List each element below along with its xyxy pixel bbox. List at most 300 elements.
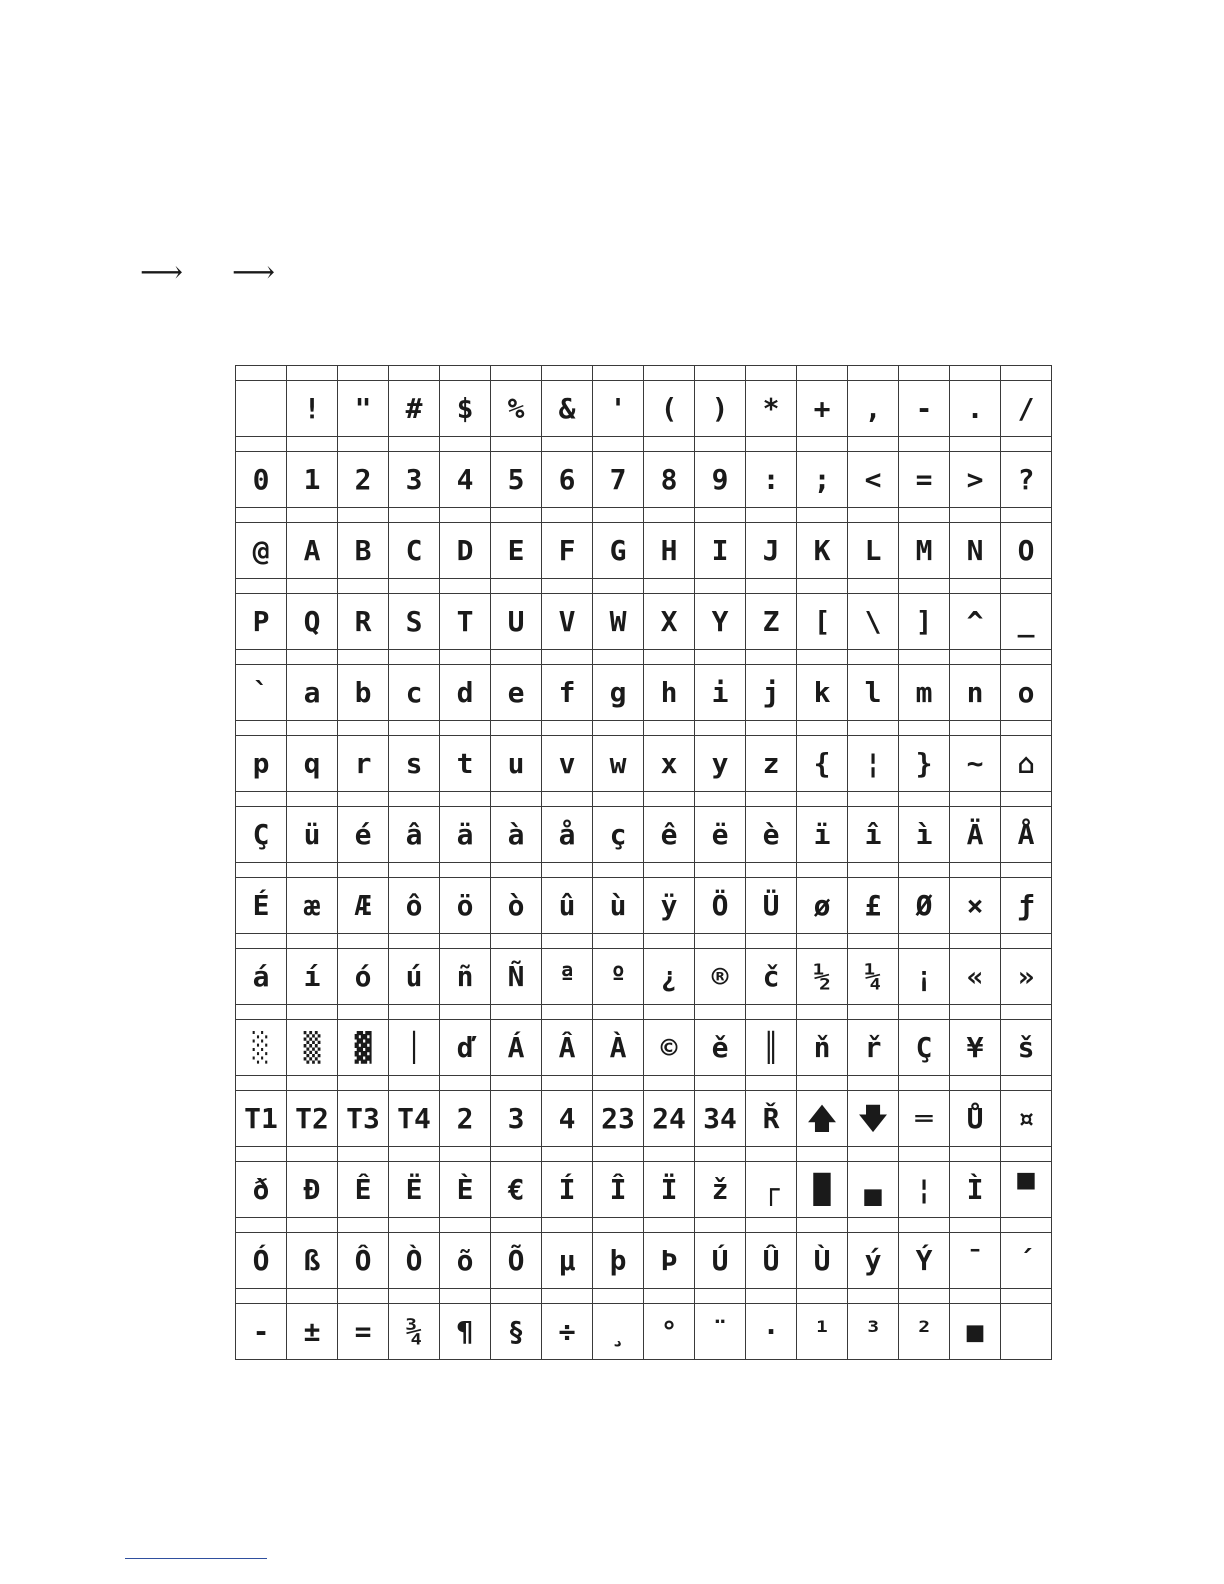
glyph-cell: © [644,1020,695,1076]
code-cell [287,508,338,523]
code-cell [899,1076,950,1091]
code-cell [1001,650,1052,665]
glyph-cell: Ô [338,1233,389,1289]
glyph-cell: n [950,665,1001,721]
glyph-cell: Ù [797,1233,848,1289]
glyph-cell: ÿ [644,878,695,934]
code-cell [848,934,899,949]
glyph-cell: ° [644,1304,695,1360]
character-set-table [235,365,1052,1360]
code-cell [491,1076,542,1091]
code-cell [950,1147,1001,1162]
code-cell [848,1005,899,1020]
glyph-cell: k [797,665,848,721]
code-cell [440,366,491,381]
code-cell [746,650,797,665]
glyph-cell: ÷ [542,1304,593,1360]
code-cell [950,650,1001,665]
glyph-cell: ® [695,949,746,1005]
code-cell [593,508,644,523]
glyph-cell: Õ [491,1233,542,1289]
code-cell [695,1289,746,1304]
code-cell [695,1218,746,1233]
arrow-icon: ⟶ [232,255,276,290]
glyph-cell: î [848,807,899,863]
glyph-cell: w [593,736,644,792]
code-cell [950,366,1001,381]
code-cell [593,650,644,665]
code-cell [1001,1076,1052,1091]
code-cell [389,1005,440,1020]
code-cell [389,1076,440,1091]
glyph-cell: ¾ [389,1304,440,1360]
code-cell [695,650,746,665]
code-cell [491,1289,542,1304]
code-cell [440,792,491,807]
code-cell [440,579,491,594]
code-cell [440,1289,491,1304]
glyph-cell: « [950,949,1001,1005]
code-cell [1001,934,1052,949]
code-cell [338,579,389,594]
code-cell [695,579,746,594]
glyph-cell: ç [593,807,644,863]
glyph-cell: ï [797,807,848,863]
code-cell [236,508,287,523]
arrow-icon: ⟶ [140,255,184,290]
code-cell [899,579,950,594]
glyph-cell: ▒ [287,1020,338,1076]
glyph-cell: # [389,381,440,437]
code-cell [848,792,899,807]
glyph-cell: Î [593,1162,644,1218]
glyph-cell: T4 [389,1091,440,1147]
glyph-cell: d [440,665,491,721]
glyph-cell: Ì [950,1162,1001,1218]
code-cell [338,934,389,949]
code-cell [287,366,338,381]
glyph-cell: v [542,736,593,792]
glyph-cell: ú [389,949,440,1005]
glyph-cell: T3 [338,1091,389,1147]
code-cell [1001,1005,1052,1020]
code-cell [695,366,746,381]
code-cell [950,437,1001,452]
code-cell [236,366,287,381]
code-cell [1001,792,1052,807]
glyph-cell: Ú [695,1233,746,1289]
code-cell [644,1147,695,1162]
code-cell [644,508,695,523]
glyph-cell: █ [797,1162,848,1218]
glyph-cell: Ó [236,1233,287,1289]
glyph-cell: Ů [950,1091,1001,1147]
code-cell [236,934,287,949]
code-cell [950,721,1001,736]
code-cell [950,1289,1001,1304]
glyph-cell: ═ [899,1091,950,1147]
glyph-cell: þ [593,1233,644,1289]
glyph-cell: À [593,1020,644,1076]
glyph-cell: ¡ [899,949,950,1005]
glyph-cell: D [440,523,491,579]
glyph-cell: Q [287,594,338,650]
code-cell [542,792,593,807]
code-cell [797,721,848,736]
code-cell [593,1005,644,1020]
glyph-cell: U [491,594,542,650]
glyph-cell: ` [236,665,287,721]
glyph-cell: Ç [899,1020,950,1076]
code-cell [593,366,644,381]
code-cell [593,1218,644,1233]
code-cell [287,934,338,949]
glyph-cell: I [695,523,746,579]
code-cell [389,934,440,949]
glyph-cell: Ç [236,807,287,863]
glyph-cell: R [338,594,389,650]
glyph-cell: 🡇 [848,1091,899,1147]
glyph-cell: m [899,665,950,721]
code-cell [797,437,848,452]
code-cell [542,366,593,381]
code-cell [797,366,848,381]
glyph-row [236,1091,1052,1147]
glyph-cell: ¼ [848,949,899,1005]
glyph-cell: ¶ [440,1304,491,1360]
code-cell [797,650,848,665]
glyph-cell: ß [287,1233,338,1289]
glyph-cell: ! [287,381,338,437]
glyph-cell: ƒ [1001,878,1052,934]
code-cell [1001,721,1052,736]
glyph-cell: 3 [389,452,440,508]
code-cell [644,366,695,381]
code-cell [746,366,797,381]
glyph-cell: \ [848,594,899,650]
glyph-cell: ñ [440,949,491,1005]
code-cell [746,863,797,878]
code-cell [491,437,542,452]
glyph-cell: ║ [746,1020,797,1076]
code-cell [338,1076,389,1091]
glyph-cell: │ [389,1020,440,1076]
glyph-cell: . [950,381,1001,437]
glyph-cell: 2 [338,452,389,508]
code-cell [1001,1218,1052,1233]
glyph-cell: i [695,665,746,721]
code-cell [848,437,899,452]
glyph-cell: p [236,736,287,792]
code-cell [491,366,542,381]
glyph-cell: A [287,523,338,579]
glyph-row [236,949,1052,1005]
glyph-cell: r [338,736,389,792]
code-cell [287,437,338,452]
glyph-cell: C [389,523,440,579]
glyph-cell: ( [644,381,695,437]
glyph-cell: â [389,807,440,863]
glyph-cell: Y [695,594,746,650]
code-cell [1001,437,1052,452]
glyph-cell: s [389,736,440,792]
code-cell [338,437,389,452]
code-cell [644,579,695,594]
glyph-cell: ~ [950,736,1001,792]
glyph-cell: ž [695,1162,746,1218]
glyph-cell: ² [899,1304,950,1360]
glyph-cell: ô [389,878,440,934]
glyph-cell: 5 [491,452,542,508]
glyph-cell: æ [287,878,338,934]
glyph-cell: O [1001,523,1052,579]
code-cell [236,579,287,594]
code-cell [644,1289,695,1304]
glyph-cell: ò [491,878,542,934]
glyph-cell: Þ [644,1233,695,1289]
glyph-cell: Ø [899,878,950,934]
glyph-cell: é [338,807,389,863]
glyph-row [236,1162,1052,1218]
code-cell [644,650,695,665]
glyph-cell: l [848,665,899,721]
glyph-cell: Ö [695,878,746,934]
code-cell [542,650,593,665]
code-cell [950,934,1001,949]
glyph-cell: y [695,736,746,792]
glyph-cell: x [644,736,695,792]
code-cell [593,1076,644,1091]
code-cell [644,1005,695,1020]
glyph-cell [236,381,287,437]
glyph-cell: 6 [542,452,593,508]
glyph-cell: / [1001,381,1052,437]
glyph-row [236,381,1052,437]
code-cell [1001,863,1052,878]
code-cell [695,1076,746,1091]
code-cell [848,366,899,381]
code-cell [797,863,848,878]
code-cell [695,721,746,736]
glyph-cell: - [236,1304,287,1360]
glyph-cell: È [440,1162,491,1218]
code-cell [440,1005,491,1020]
code-row [236,366,1052,381]
glyph-cell: z [746,736,797,792]
code-row [236,792,1052,807]
glyph-cell: [ [797,594,848,650]
glyph-cell: 3 [491,1091,542,1147]
glyph-cell: Ř [746,1091,797,1147]
glyph-cell: S [389,594,440,650]
code-cell [236,863,287,878]
glyph-cell: g [593,665,644,721]
glyph-cell: õ [440,1233,491,1289]
code-cell [797,792,848,807]
code-cell [746,792,797,807]
glyph-cell: § [491,1304,542,1360]
code-cell [236,792,287,807]
glyph-cell: j [746,665,797,721]
glyph-cell: 0 [236,452,287,508]
glyph-cell [1001,1304,1052,1360]
code-row [236,650,1052,665]
code-cell [593,579,644,594]
code-cell [440,863,491,878]
code-cell [338,650,389,665]
glyph-cell: V [542,594,593,650]
glyph-cell: ù [593,878,644,934]
glyph-row [236,736,1052,792]
glyph-cell: º [593,949,644,1005]
code-cell [389,1147,440,1162]
glyph-cell: % [491,381,542,437]
code-cell [491,579,542,594]
code-cell [236,1147,287,1162]
glyph-cell: } [899,736,950,792]
code-cell [338,792,389,807]
code-cell [542,721,593,736]
code-cell [644,1076,695,1091]
code-cell [287,650,338,665]
code-cell [491,1147,542,1162]
code-row [236,1218,1052,1233]
code-cell [797,1005,848,1020]
glyph-cell: ó [338,949,389,1005]
code-cell [338,721,389,736]
glyph-cell: + [797,381,848,437]
glyph-cell: É [236,878,287,934]
code-cell [542,437,593,452]
code-cell [593,934,644,949]
code-cell [542,1147,593,1162]
glyph-cell: ¯ [950,1233,1001,1289]
glyph-cell: ¹ [797,1304,848,1360]
code-cell [797,1218,848,1233]
code-cell [746,508,797,523]
code-cell [338,508,389,523]
code-cell [746,934,797,949]
glyph-cell: Ñ [491,949,542,1005]
glyph-cell: ë [695,807,746,863]
glyph-cell: u [491,736,542,792]
code-cell [899,934,950,949]
glyph-cell: ½ [797,949,848,1005]
glyph-cell: Ý [899,1233,950,1289]
glyph-cell: = [338,1304,389,1360]
glyph-cell: ; [797,452,848,508]
code-row [236,579,1052,594]
glyph-cell: ¿ [644,949,695,1005]
glyph-cell: è [746,807,797,863]
code-cell [338,1005,389,1020]
code-cell [542,934,593,949]
glyph-cell: 4 [440,452,491,508]
code-cell [1001,579,1052,594]
glyph-row [236,1233,1052,1289]
glyph-cell: 9 [695,452,746,508]
code-cell [287,792,338,807]
code-cell [899,792,950,807]
code-row [236,1005,1052,1020]
code-row [236,437,1052,452]
code-cell [848,579,899,594]
glyph-cell: 1 [287,452,338,508]
glyph-row [236,1020,1052,1076]
code-cell [236,1005,287,1020]
glyph-cell: { [797,736,848,792]
code-cell [440,721,491,736]
code-cell [236,1289,287,1304]
glyph-cell: e [491,665,542,721]
code-cell [899,1147,950,1162]
code-cell [1001,508,1052,523]
glyph-cell: å [542,807,593,863]
glyph-cell: " [338,381,389,437]
code-cell [746,1005,797,1020]
code-cell [797,1076,848,1091]
glyph-row [236,523,1052,579]
glyph-cell: F [542,523,593,579]
code-cell [848,508,899,523]
code-cell [950,508,1001,523]
glyph-cell: Å [1001,807,1052,863]
code-cell [338,863,389,878]
glyph-cell: f [542,665,593,721]
glyph-cell: > [950,452,1001,508]
code-cell [440,1218,491,1233]
code-cell [338,1289,389,1304]
glyph-cell: ø [797,878,848,934]
glyph-cell: ¤ [1001,1091,1052,1147]
glyph-cell: á [236,949,287,1005]
code-cell [899,721,950,736]
code-row [236,1289,1052,1304]
glyph-cell: ª [542,949,593,1005]
glyph-cell: & [542,381,593,437]
code-cell [1001,1289,1052,1304]
code-cell [950,1005,1001,1020]
code-cell [1001,366,1052,381]
code-cell [746,1218,797,1233]
glyph-cell: B [338,523,389,579]
code-cell [491,508,542,523]
code-cell [848,721,899,736]
code-cell [950,863,1001,878]
code-cell [899,863,950,878]
glyph-cell: b [338,665,389,721]
code-row [236,508,1052,523]
glyph-cell: 8 [644,452,695,508]
glyph-cell: ´ [1001,1233,1052,1289]
glyph-cell: 4 [542,1091,593,1147]
glyph-cell: L [848,523,899,579]
glyph-cell: ê [644,807,695,863]
glyph-cell: Ü [746,878,797,934]
code-cell [389,1289,440,1304]
glyph-cell: Í [542,1162,593,1218]
glyph-cell: ň [797,1020,848,1076]
code-cell [593,437,644,452]
code-cell [236,721,287,736]
glyph-cell: £ [848,878,899,934]
glyph-cell: € [491,1162,542,1218]
glyph-cell: 7 [593,452,644,508]
glyph-cell: : [746,452,797,508]
glyph-cell: ⌂ [1001,736,1052,792]
glyph-cell: ü [287,807,338,863]
glyph-cell: ± [287,1304,338,1360]
